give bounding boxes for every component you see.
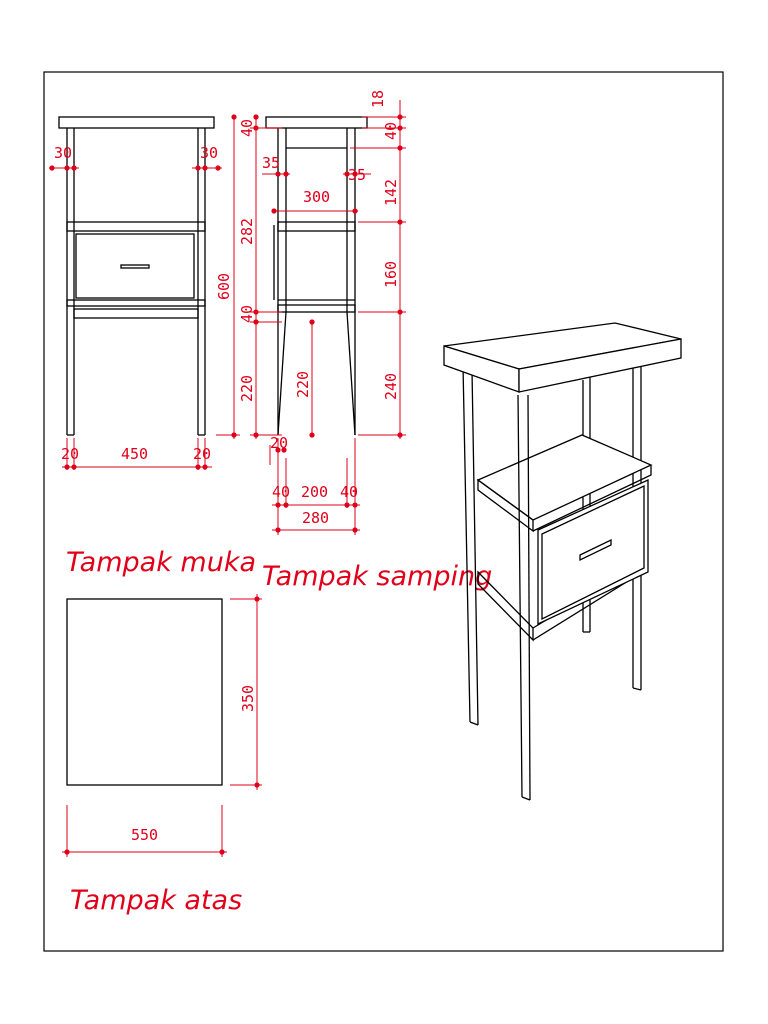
side-dim-base-mid: 200 — [301, 483, 329, 501]
side-dim-base-total: 280 — [302, 509, 330, 527]
side-dim-leg-height: 220 — [238, 374, 256, 402]
side-dim-leg-height-inner: 220 — [294, 370, 312, 398]
front-lower-rail — [67, 300, 205, 306]
side-view-title: Tampak samping — [262, 561, 493, 592]
front-dim-height: 600 — [215, 272, 233, 300]
top-view-outline — [67, 599, 222, 785]
front-drawer-handle — [121, 265, 149, 268]
side-dim-right-160: 160 — [382, 260, 400, 288]
side-view — [266, 117, 367, 435]
side-dim-base-right: 40 — [340, 483, 359, 501]
front-dimensions — [49, 114, 240, 470]
front-dim-foot-right: 20 — [193, 445, 212, 463]
side-tabletop — [266, 117, 367, 128]
side-dim-right-240: 240 — [382, 372, 400, 400]
side-dim-leg-right: 35 — [348, 166, 367, 184]
front-tabletop — [59, 117, 214, 128]
front-view-title: Tampak muka — [66, 547, 257, 578]
side-dim-right-142: 142 — [382, 178, 400, 206]
front-dim-leg-right: 30 — [200, 144, 219, 162]
side-dim-top-thickness: 40 — [238, 118, 256, 137]
top-view-title: Tampak atas — [70, 885, 243, 916]
front-dim-leg-left: 30 — [54, 144, 73, 162]
top-dim-depth: 350 — [239, 684, 257, 712]
front-bottom-rail — [74, 309, 198, 318]
side-dim-foot: 20 — [270, 434, 289, 452]
front-view — [59, 117, 214, 435]
side-dim-right-18: 18 — [369, 89, 387, 108]
top-dim-width: 550 — [131, 826, 159, 844]
front-upper-shelf — [67, 222, 205, 231]
side-dim-leg-left: 35 — [262, 154, 281, 172]
side-dim-right-40: 40 — [382, 121, 400, 140]
side-dim-inner-width: 300 — [303, 188, 331, 206]
side-upper-shelf — [278, 222, 355, 231]
front-dim-foot-left: 20 — [61, 445, 80, 463]
front-drawer — [76, 234, 194, 298]
front-dim-width: 450 — [121, 445, 149, 463]
top-dimensions — [62, 594, 262, 857]
side-lower-rail — [278, 305, 355, 312]
side-dim-shelf-thickness: 40 — [238, 304, 256, 323]
side-dim-upper-gap: 282 — [238, 217, 256, 245]
side-dim-base-left: 40 — [272, 483, 291, 501]
